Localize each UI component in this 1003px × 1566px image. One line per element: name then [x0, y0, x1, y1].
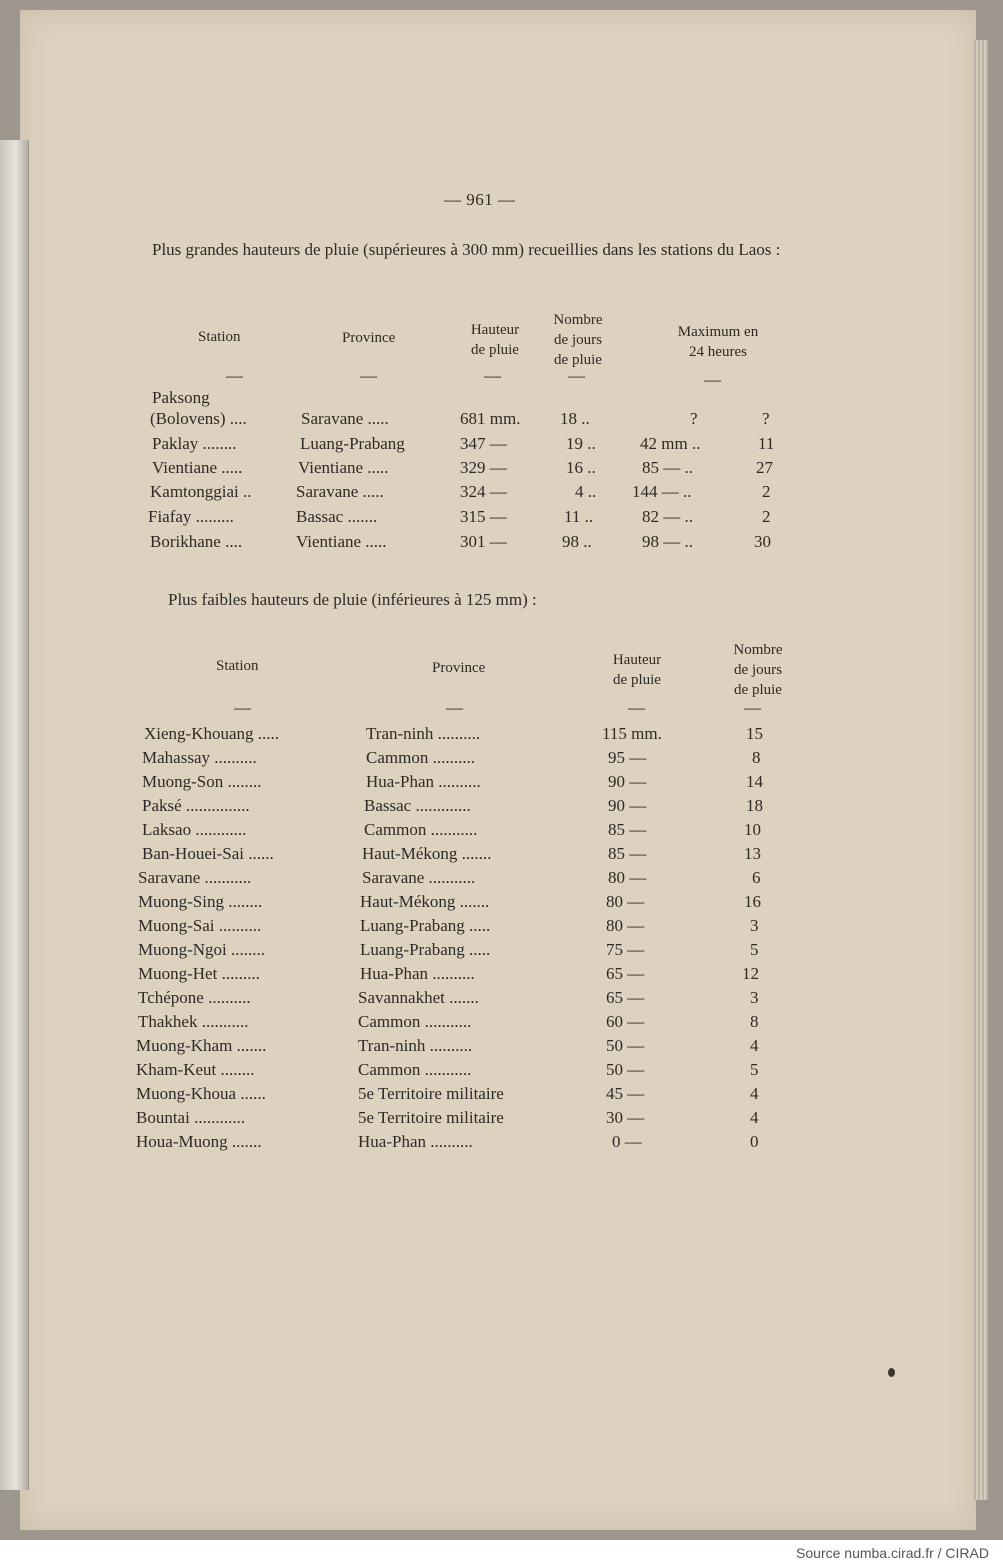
station-cell: Muong-Het ......... — [138, 964, 260, 983]
maximum-cell: 144 — .. — [632, 482, 692, 501]
province-cell: Bassac ....... — [296, 507, 378, 526]
jours-cell: 4 — [750, 1108, 759, 1127]
station-cell: Saravane ........... — [138, 868, 252, 887]
station-cell: Kham-Keut ........ — [136, 1060, 255, 1079]
jours-cell: 3 — [750, 916, 759, 935]
station-cell: Thakhek ........... — [138, 1012, 249, 1031]
station-cell: (Bolovens) .... — [150, 409, 247, 428]
province-cell: Cammon ........... — [358, 1060, 472, 1079]
maximum-jours-cell: ? — [762, 409, 770, 428]
province-cell: Haut-Mékong ....... — [360, 892, 490, 911]
hauteur-cell: 0 — — [612, 1132, 642, 1151]
jours-cell: 5 — [750, 1060, 759, 1079]
province-cell: Hua-Phan .......... — [366, 772, 481, 791]
station-cell: Bountai ............ — [136, 1108, 246, 1127]
table2-header-province: Province — [432, 660, 486, 676]
hauteur-cell: 60 — — [606, 1012, 645, 1031]
header-dash: — — [234, 698, 251, 717]
station-cell: Borikhane .... — [150, 532, 243, 551]
binding-edge — [0, 140, 29, 1490]
province-cell: Cammon ........... — [358, 1012, 472, 1031]
station-cell: Laksao ............ — [142, 820, 247, 839]
maximum-jours-cell: 11 — [758, 434, 775, 453]
hauteur-cell: 50 — — [606, 1060, 645, 1079]
table1-header-maximum: Maximum en 24 heures — [677, 324, 759, 360]
maximum-jours-cell: 2 — [762, 507, 771, 526]
province-cell: 5e Territoire militaire — [358, 1084, 504, 1103]
hauteur-cell: 65 — — [606, 988, 645, 1007]
station-cell: Ban-Houei-Sai ...... — [142, 844, 274, 863]
hauteur-cell: 90 — — [608, 796, 647, 815]
ink-spot — [888, 1368, 895, 1377]
jours-cell: 6 — [752, 868, 761, 887]
province-cell: Cammon .......... — [366, 748, 476, 767]
table1-station-continuation: Paksong — [152, 388, 210, 407]
station-cell: Mahassay .......... — [142, 748, 257, 767]
jours-cell: 3 — [750, 988, 759, 1007]
station-cell: Muong-Son ........ — [142, 772, 262, 791]
hauteur-cell: 65 — — [606, 964, 645, 983]
jours-cell: 12 — [742, 964, 759, 983]
hauteur-cell: 80 — — [606, 916, 645, 935]
table2-header-station: Station — [216, 658, 259, 674]
table1-header-station: Station — [198, 329, 241, 345]
station-cell: Paksé ............... — [142, 796, 250, 815]
page-stack-edge — [974, 40, 988, 1500]
page-number: — 961 — — [444, 190, 516, 209]
station-cell: Vientiane ..... — [152, 458, 243, 477]
jours-cell: 14 — [746, 772, 763, 791]
province-cell: 5e Territoire militaire — [358, 1108, 504, 1127]
header-dash: — — [568, 366, 585, 385]
station-cell: Muong-Ngoi ........ — [138, 940, 266, 959]
jours-cell: 98 .. — [562, 532, 592, 551]
province-cell: Luang-Prabang ..... — [360, 916, 491, 935]
province-cell: Cammon ........... — [364, 820, 478, 839]
maximum-jours-cell: 2 — [762, 482, 771, 501]
table2-header-hauteur: Hauteur de pluie — [612, 652, 662, 688]
province-cell: Tran-ninh .......... — [358, 1036, 473, 1055]
jours-cell: 4 — [750, 1084, 759, 1103]
station-cell: Muong-Sai .......... — [138, 916, 262, 935]
hauteur-cell: 329 — — [460, 458, 507, 477]
jours-cell: 16 .. — [566, 458, 596, 477]
hauteur-cell: 80 — — [606, 892, 645, 911]
maximum-jours-cell: 30 — [754, 532, 771, 551]
hauteur-cell: 75 — — [606, 940, 645, 959]
station-cell: Xieng-Khouang ..... — [144, 724, 280, 743]
jours-cell: 0 — [750, 1132, 759, 1151]
jours-cell: 13 — [744, 844, 761, 863]
header-dash: — — [226, 366, 243, 385]
province-cell: Luang-Prabang — [300, 434, 405, 453]
maximum-cell: 82 — .. — [642, 507, 693, 526]
station-cell: Muong-Khoua ...... — [136, 1084, 266, 1103]
hauteur-cell: 347 — — [460, 434, 507, 453]
hauteur-cell: 30 — — [606, 1108, 645, 1127]
source-footer — [0, 1540, 1003, 1566]
station-cell: Paklay ........ — [152, 434, 237, 453]
header-dash: — — [704, 370, 721, 389]
province-cell: Hua-Phan .......... — [360, 964, 475, 983]
table1-header-province: Province — [342, 330, 396, 346]
source-credit: Source numba.cirad.fr / CIRAD — [796, 1545, 989, 1561]
station-cell: Muong-Kham ....... — [136, 1036, 267, 1055]
maximum-cell: 98 — .. — [642, 532, 693, 551]
header-dash: — — [744, 698, 761, 717]
province-cell: Haut-Mékong ....... — [362, 844, 492, 863]
maximum-cell: ? — [690, 409, 698, 428]
header-dash: — — [628, 698, 645, 717]
hauteur-cell: 85 — — [608, 820, 647, 839]
jours-cell: 5 — [750, 940, 759, 959]
station-cell: Houa-Muong ....... — [136, 1132, 262, 1151]
province-cell: Saravane ..... — [296, 482, 384, 501]
table1-header-hauteur: Hauteur de pluie — [470, 322, 520, 358]
maximum-cell: 42 mm .. — [640, 434, 701, 453]
maximum-cell: 85 — .. — [642, 458, 693, 477]
table1-header-nombre: Nombre de jours de pluie — [553, 312, 603, 368]
station-cell: Tchépone .......... — [138, 988, 251, 1007]
hauteur-cell: 301 — — [460, 532, 507, 551]
jours-cell: 8 — [750, 1012, 759, 1031]
header-dash: — — [360, 366, 377, 385]
hauteur-cell: 324 — — [460, 482, 507, 501]
station-cell: Muong-Sing ........ — [138, 892, 263, 911]
header-dash: — — [446, 698, 463, 717]
hauteur-cell: 681 mm. — [460, 409, 521, 428]
table2-header-nombre: Nombre de jours de pluie — [733, 642, 783, 698]
table1-intro: Plus grandes hauteurs de pluie (supérieures à 300 mm) recueillies dans les stations du Laos : — [152, 240, 781, 259]
province-cell: Luang-Prabang ..... — [360, 940, 491, 959]
jours-cell: 10 — [744, 820, 761, 839]
hauteur-cell: 90 — — [608, 772, 647, 791]
maximum-jours-cell: 27 — [756, 458, 773, 477]
province-cell: Bassac ............. — [364, 796, 471, 815]
hauteur-cell: 50 — — [606, 1036, 645, 1055]
hauteur-cell: 45 — — [606, 1084, 645, 1103]
jours-cell: 11 .. — [564, 507, 594, 526]
jours-cell: 8 — [752, 748, 761, 767]
jours-cell: 15 — [746, 724, 763, 743]
jours-cell: 19 .. — [566, 434, 596, 453]
station-cell: Fiafay ......... — [148, 507, 234, 526]
province-cell: Tran-ninh .......... — [366, 724, 481, 743]
jours-cell: 18 .. — [560, 409, 590, 428]
jours-cell: 4 — [750, 1036, 759, 1055]
hauteur-cell: 115 mm. — [602, 724, 662, 743]
province-cell: Saravane ........... — [362, 868, 476, 887]
hauteur-cell: 85 — — [608, 844, 647, 863]
jours-cell: 4 .. — [575, 482, 597, 501]
table2-intro: Plus faibles hauteurs de pluie (inférieures à 125 mm) : — [168, 590, 537, 609]
province-cell: Hua-Phan .......... — [358, 1132, 473, 1151]
header-dash: — — [484, 366, 501, 385]
province-cell: Vientiane ..... — [298, 458, 389, 477]
station-cell: Kamtonggiai .. — [150, 482, 252, 501]
hauteur-cell: 315 — — [460, 507, 507, 526]
jours-cell: 18 — [746, 796, 763, 815]
province-cell: Savannakhet ....... — [358, 988, 479, 1007]
province-cell: Saravane ..... — [301, 409, 389, 428]
hauteur-cell: 95 — — [608, 748, 647, 767]
jours-cell: 16 — [744, 892, 761, 911]
hauteur-cell: 80 — — [608, 868, 647, 887]
province-cell: Vientiane ..... — [296, 532, 387, 551]
